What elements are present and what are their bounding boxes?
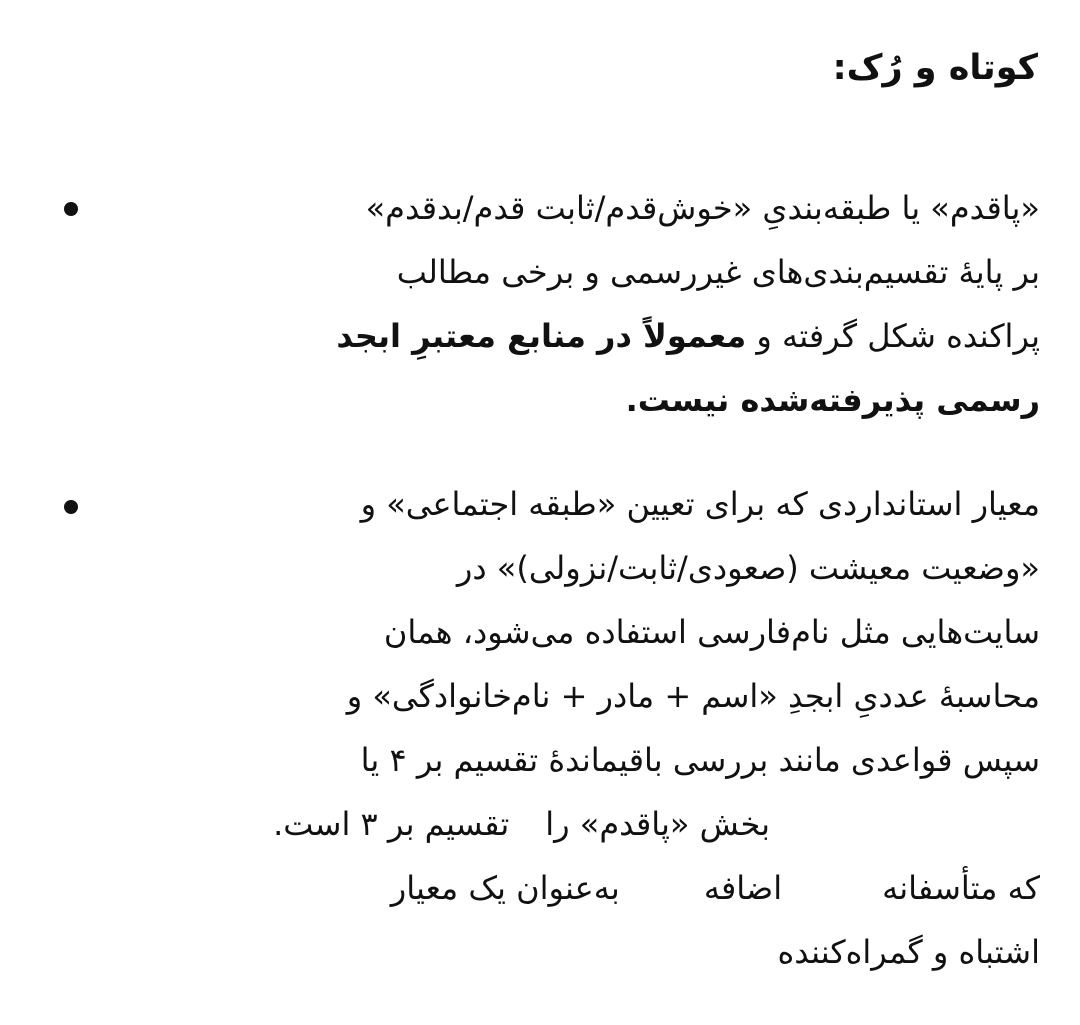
bullet-2-line-6-part-b: بخش «پاقدم» را <box>545 805 770 843</box>
bullet-1-line-3 <box>0 304 1040 368</box>
bullet-2-line-3: سایت‌هایی مثل نام‌فارسی استفاده می‌شود، همان <box>383 613 1040 651</box>
bullet-2-line-6-part-a: تقسیم بر ۳ است. <box>273 805 510 843</box>
bullet-2-line-1: معیار استانداردی که برای تعیین «طبقه اجتماعی» و <box>360 485 1040 523</box>
bullet-1-text <box>0 176 1040 432</box>
bullet-2-line-7-part-a: به‌عنوان یک معیار <box>390 869 620 907</box>
bullet-1-line-1: «پاقدم» یا طبقه‌بندیِ «خوش‌قدم/ثابت قدم/بدقدم» <box>365 189 1040 227</box>
bullet-1-line-3-bold-part: معمولاً در منابع معتبرِ ابجد <box>336 317 747 355</box>
bullet-2-line-5: سپس قواعدی مانند بررسی باقیماندهٔ تقسیم بر ۴ یا <box>360 741 1040 779</box>
bullet-2-line-6 <box>0 792 1040 856</box>
bullet-2-text <box>0 472 1040 984</box>
bullet-2-line-7 <box>0 856 1040 920</box>
bullet-1-line-2: بر پایهٔ تقسیم‌بندی‌های غیررسمی و برخی مطالب <box>396 253 1040 291</box>
bullet-2-line-2: «وضعیت معیشت (صعودی/ثابت/نزولی)» در <box>456 549 1040 587</box>
bullet-1-line-4: رسمی پذیرفته‌شده نیست. <box>625 381 1040 419</box>
bullet-1-line-3-part-a: پراکنده شکل گرفته و <box>746 317 1040 355</box>
page-heading: کوتاه و رُک: <box>832 48 1038 88</box>
bullet-2-line-8: اشتباه و گمراه‌کننده <box>777 933 1040 971</box>
bullet-2-line-7-part-b: اضافه <box>703 869 783 907</box>
bullet-2-line-7-part-c: که متأسفانه <box>882 869 1040 907</box>
bullet-2-line-4: محاسبهٔ عددیِ ابجدِ «اسم + مادر + نام‌خانوادگی» و <box>346 677 1040 715</box>
